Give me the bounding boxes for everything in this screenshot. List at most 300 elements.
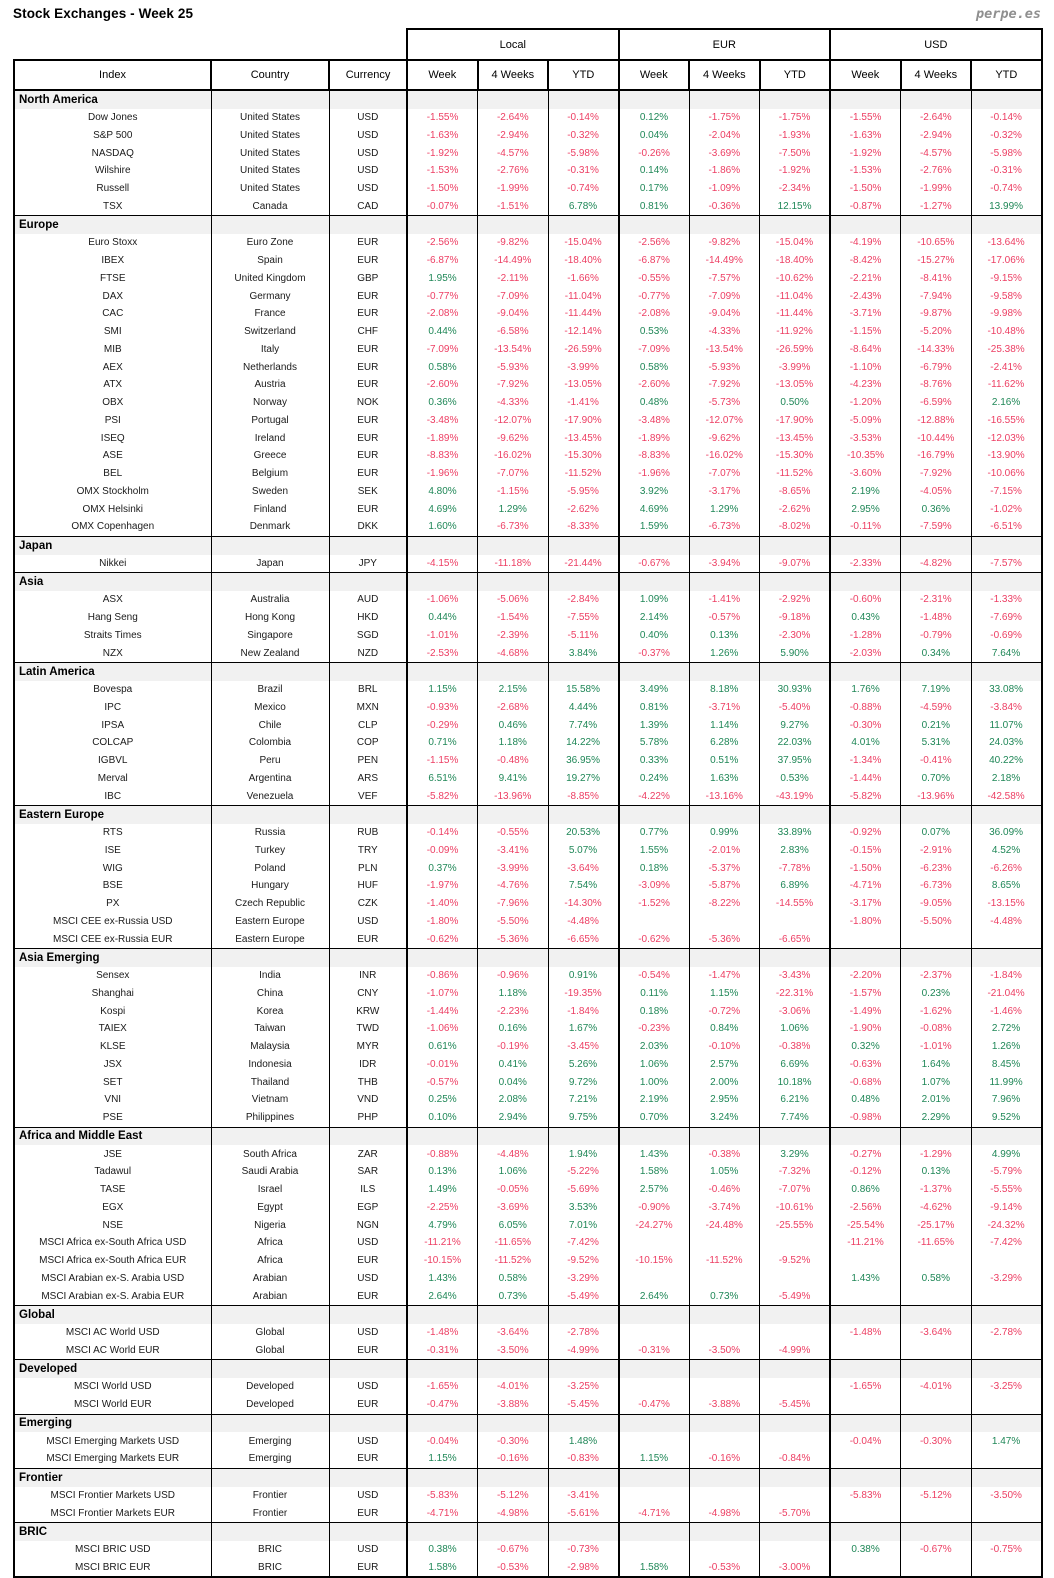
- table-row: [14, 609, 1042, 627]
- country-cell: Russia: [211, 824, 329, 842]
- value-cell: -3.53%: [830, 429, 901, 447]
- value-cell: -1.65%: [830, 1378, 901, 1396]
- value-cell: 2.95%: [689, 1091, 760, 1109]
- currency-cell: CNY: [329, 985, 407, 1003]
- section-cell: [689, 90, 760, 109]
- section-label: Asia Emerging: [14, 949, 211, 967]
- value-cell: -1.50%: [830, 180, 901, 198]
- currency-cell: SGD: [329, 627, 407, 645]
- country-cell: Eastern Europe: [211, 930, 329, 948]
- value-cell: -7.96%: [478, 895, 549, 913]
- value-cell: -9.52%: [760, 1252, 831, 1270]
- section-cell: [689, 1523, 760, 1541]
- currency-cell: CZK: [329, 895, 407, 913]
- value-cell: -8.33%: [548, 518, 619, 536]
- value-cell: -2.94%: [901, 127, 972, 145]
- currency-cell: MYR: [329, 1038, 407, 1056]
- value-cell: -4.01%: [478, 1378, 549, 1396]
- value-cell: 0.38%: [830, 1541, 901, 1559]
- currency-cell: EUR: [329, 1450, 407, 1468]
- value-cell: -4.19%: [830, 234, 901, 252]
- value-cell: 1.05%: [689, 1163, 760, 1181]
- currency-cell: NZD: [329, 644, 407, 662]
- index-cell: SMI: [14, 323, 211, 341]
- value-cell: [901, 930, 972, 948]
- index-cell: KLSE: [14, 1038, 211, 1056]
- value-cell: -3.88%: [689, 1396, 760, 1414]
- value-cell: -1.62%: [901, 1002, 972, 1020]
- index-cell: MSCI Emerging Markets EUR: [14, 1450, 211, 1468]
- value-cell: -0.04%: [830, 1432, 901, 1450]
- value-cell: 11.99%: [971, 1073, 1042, 1091]
- section-cell: [830, 1414, 901, 1432]
- value-cell: -5.69%: [548, 1181, 619, 1199]
- value-cell: -4.57%: [901, 144, 972, 162]
- value-cell: -4.15%: [407, 555, 478, 573]
- section-cell: [901, 1523, 972, 1541]
- value-cell: 0.13%: [407, 1163, 478, 1181]
- column-header: YTD: [971, 60, 1042, 90]
- value-cell: -0.31%: [548, 162, 619, 180]
- value-cell: -5.70%: [760, 1504, 831, 1522]
- value-cell: -13.54%: [478, 341, 549, 359]
- value-cell: -5.82%: [407, 787, 478, 805]
- section-cell: [407, 1127, 478, 1145]
- section-cell: [329, 90, 407, 109]
- section-cell: [211, 1360, 329, 1378]
- value-cell: 1.15%: [619, 1450, 690, 1468]
- value-cell: 1.58%: [619, 1559, 690, 1578]
- currency-cell: AUD: [329, 591, 407, 609]
- value-cell: -2.01%: [689, 842, 760, 860]
- section-cell: [478, 1414, 549, 1432]
- value-cell: -5.95%: [548, 483, 619, 501]
- value-cell: -7.09%: [478, 287, 549, 305]
- value-cell: -0.14%: [407, 824, 478, 842]
- value-cell: 2.64%: [407, 1287, 478, 1305]
- value-cell: -17.90%: [760, 412, 831, 430]
- index-cell: JSE: [14, 1145, 211, 1163]
- value-cell: 0.40%: [619, 627, 690, 645]
- value-cell: [619, 913, 690, 931]
- value-cell: -7.92%: [478, 376, 549, 394]
- value-cell: -1.90%: [830, 1020, 901, 1038]
- value-cell: 1.26%: [971, 1038, 1042, 1056]
- section-cell: [407, 1306, 478, 1324]
- value-cell: -10.15%: [619, 1252, 690, 1270]
- table-row: [14, 913, 1042, 931]
- section-cell: [329, 1127, 407, 1145]
- index-cell: IPC: [14, 699, 211, 717]
- section-cell: [901, 1360, 972, 1378]
- currency-cell: BRL: [329, 681, 407, 699]
- currency-cell: ZAR: [329, 1145, 407, 1163]
- index-cell: TSX: [14, 198, 211, 216]
- value-cell: -9.98%: [971, 305, 1042, 323]
- country-cell: Sweden: [211, 483, 329, 501]
- table-row: [14, 287, 1042, 305]
- value-cell: -7.57%: [971, 555, 1042, 573]
- index-cell: TAIEX: [14, 1020, 211, 1038]
- section-cell: [407, 1360, 478, 1378]
- value-cell: -5.79%: [971, 1163, 1042, 1181]
- section-cell: [211, 216, 329, 234]
- value-cell: -4.71%: [619, 1504, 690, 1522]
- value-cell: 2.18%: [971, 770, 1042, 788]
- value-cell: 9.41%: [478, 770, 549, 788]
- country-cell: Singapore: [211, 627, 329, 645]
- section-cell: [971, 1414, 1042, 1432]
- value-cell: -11.44%: [548, 305, 619, 323]
- value-cell: [901, 1559, 972, 1578]
- value-cell: -0.54%: [619, 967, 690, 985]
- value-cell: 7.54%: [548, 877, 619, 895]
- section-cell: [830, 806, 901, 824]
- index-cell: Wilshire: [14, 162, 211, 180]
- value-cell: -7.59%: [901, 518, 972, 536]
- value-cell: -5.98%: [548, 144, 619, 162]
- currency-cell: NOK: [329, 394, 407, 412]
- value-cell: 0.77%: [619, 824, 690, 842]
- value-cell: 8.65%: [971, 877, 1042, 895]
- section-cell: [760, 90, 831, 109]
- value-cell: -14.33%: [901, 341, 972, 359]
- value-cell: -14.49%: [478, 252, 549, 270]
- value-cell: -1.48%: [901, 609, 972, 627]
- section-cell: [329, 1468, 407, 1486]
- index-cell: NASDAQ: [14, 144, 211, 162]
- value-cell: -0.05%: [478, 1181, 549, 1199]
- index-cell: PX: [14, 895, 211, 913]
- value-cell: 3.29%: [760, 1145, 831, 1163]
- index-cell: IBC: [14, 787, 211, 805]
- value-cell: -4.48%: [478, 1145, 549, 1163]
- value-cell: -24.32%: [971, 1216, 1042, 1234]
- value-cell: -0.09%: [407, 842, 478, 860]
- currency-cell: PLN: [329, 859, 407, 877]
- value-cell: -1.99%: [901, 180, 972, 198]
- currency-cell: USD: [329, 109, 407, 127]
- value-cell: 0.73%: [478, 1287, 549, 1305]
- value-cell: 4.52%: [971, 842, 1042, 860]
- value-cell: -1.84%: [548, 1002, 619, 1020]
- currency-cell: EUR: [329, 1252, 407, 1270]
- table-row: [14, 1091, 1042, 1109]
- country-cell: Emerging: [211, 1450, 329, 1468]
- section-cell: [478, 1127, 549, 1145]
- value-cell: -8.42%: [830, 252, 901, 270]
- value-cell: -3.41%: [548, 1487, 619, 1505]
- value-cell: -12.07%: [478, 412, 549, 430]
- country-cell: Japan: [211, 555, 329, 573]
- country-cell: Austria: [211, 376, 329, 394]
- value-cell: [901, 1252, 972, 1270]
- value-cell: -10.44%: [901, 429, 972, 447]
- section-label: Europe: [14, 216, 211, 234]
- value-cell: 0.38%: [407, 1541, 478, 1559]
- currency-cell: EUR: [329, 930, 407, 948]
- value-cell: -5.37%: [689, 859, 760, 877]
- value-cell: -1.49%: [830, 1002, 901, 1020]
- value-cell: -1.86%: [689, 162, 760, 180]
- section-cell: [478, 949, 549, 967]
- value-cell: -1.15%: [407, 752, 478, 770]
- section-cell: [830, 573, 901, 591]
- country-cell: Global: [211, 1324, 329, 1342]
- value-cell: -11.21%: [407, 1234, 478, 1252]
- value-cell: 36.95%: [548, 752, 619, 770]
- value-cell: -14.55%: [760, 895, 831, 913]
- value-cell: -21.44%: [548, 555, 619, 573]
- value-cell: 1.39%: [619, 716, 690, 734]
- section-label: Asia: [14, 573, 211, 591]
- value-cell: -13.45%: [548, 429, 619, 447]
- country-cell: Korea: [211, 1002, 329, 1020]
- value-cell: -16.02%: [478, 447, 549, 465]
- value-cell: 0.44%: [407, 609, 478, 627]
- value-cell: 6.05%: [478, 1216, 549, 1234]
- value-cell: 1.07%: [901, 1073, 972, 1091]
- currency-cell: USD: [329, 1378, 407, 1396]
- column-header: YTD: [760, 60, 831, 90]
- section-cell: [760, 1306, 831, 1324]
- value-cell: -0.88%: [407, 1145, 478, 1163]
- value-cell: 22.03%: [760, 734, 831, 752]
- index-cell: Russell: [14, 180, 211, 198]
- value-cell: -2.56%: [619, 234, 690, 252]
- value-cell: -3.99%: [548, 358, 619, 376]
- table-row: [14, 1216, 1042, 1234]
- index-cell: OMX Copenhagen: [14, 518, 211, 536]
- index-cell: JSX: [14, 1056, 211, 1074]
- value-cell: -9.52%: [548, 1252, 619, 1270]
- value-cell: -1.55%: [830, 109, 901, 127]
- value-cell: -7.55%: [548, 609, 619, 627]
- table-row: [14, 127, 1042, 145]
- value-cell: 19.27%: [548, 770, 619, 788]
- value-cell: -10.35%: [830, 447, 901, 465]
- value-cell: -6.65%: [548, 930, 619, 948]
- value-cell: 24.03%: [971, 734, 1042, 752]
- value-cell: -3.06%: [760, 1002, 831, 1020]
- index-cell: PSE: [14, 1109, 211, 1127]
- value-cell: 0.48%: [830, 1091, 901, 1109]
- index-cell: BEL: [14, 465, 211, 483]
- value-cell: -3.25%: [548, 1378, 619, 1396]
- section-row: [14, 1468, 1042, 1486]
- value-cell: -11.65%: [901, 1234, 972, 1252]
- value-cell: 4.01%: [830, 734, 901, 752]
- value-cell: -1.52%: [619, 895, 690, 913]
- value-cell: [760, 1234, 831, 1252]
- value-cell: -8.76%: [901, 376, 972, 394]
- index-cell: MSCI AC World EUR: [14, 1342, 211, 1360]
- currency-cell: THB: [329, 1073, 407, 1091]
- value-cell: [689, 1378, 760, 1396]
- value-cell: 5.78%: [619, 734, 690, 752]
- value-cell: 40.22%: [971, 752, 1042, 770]
- section-cell: [329, 1523, 407, 1541]
- value-cell: 2.15%: [478, 681, 549, 699]
- value-cell: -3.17%: [830, 895, 901, 913]
- table-row: [14, 1342, 1042, 1360]
- table-row: [14, 787, 1042, 805]
- value-cell: 2.19%: [830, 483, 901, 501]
- value-cell: -13.15%: [971, 895, 1042, 913]
- country-cell: United States: [211, 162, 329, 180]
- value-cell: 37.95%: [760, 752, 831, 770]
- value-cell: -1.29%: [901, 1145, 972, 1163]
- table-row: [14, 591, 1042, 609]
- currency-cell: IDR: [329, 1056, 407, 1074]
- value-cell: 7.19%: [901, 681, 972, 699]
- value-cell: -3.64%: [478, 1324, 549, 1342]
- value-cell: -3.45%: [548, 1038, 619, 1056]
- currency-cell: EUR: [329, 252, 407, 270]
- value-cell: -4.33%: [478, 394, 549, 412]
- value-cell: -2.62%: [548, 500, 619, 518]
- country-cell: Colombia: [211, 734, 329, 752]
- value-cell: 0.86%: [830, 1181, 901, 1199]
- section-row: [14, 573, 1042, 591]
- section-row: [14, 663, 1042, 681]
- value-cell: 0.07%: [901, 824, 972, 842]
- section-cell: [548, 573, 619, 591]
- index-cell: IPSA: [14, 716, 211, 734]
- country-cell: Arabian: [211, 1270, 329, 1288]
- value-cell: -9.05%: [901, 895, 972, 913]
- value-cell: -13.45%: [760, 429, 831, 447]
- value-cell: -10.65%: [901, 234, 972, 252]
- value-cell: 0.32%: [830, 1038, 901, 1056]
- value-cell: -5.45%: [548, 1396, 619, 1414]
- section-cell: [760, 1523, 831, 1541]
- value-cell: -1.34%: [830, 752, 901, 770]
- value-cell: -4.22%: [619, 787, 690, 805]
- value-cell: [760, 1270, 831, 1288]
- value-cell: -7.92%: [901, 465, 972, 483]
- value-cell: -1.50%: [830, 859, 901, 877]
- value-cell: -25.55%: [760, 1216, 831, 1234]
- currency-cell: VND: [329, 1091, 407, 1109]
- section-cell: [211, 806, 329, 824]
- value-cell: 2.95%: [830, 500, 901, 518]
- value-cell: -2.53%: [407, 644, 478, 662]
- group-header-eur: EUR: [619, 29, 831, 60]
- index-cell: Euro Stoxx: [14, 234, 211, 252]
- value-cell: 0.84%: [689, 1020, 760, 1038]
- value-cell: -5.82%: [830, 787, 901, 805]
- value-cell: -0.15%: [830, 842, 901, 860]
- value-cell: 1.29%: [478, 500, 549, 518]
- value-cell: -3.09%: [619, 877, 690, 895]
- table-row: [14, 644, 1042, 662]
- value-cell: -9.58%: [971, 287, 1042, 305]
- value-cell: -15.30%: [760, 447, 831, 465]
- value-cell: 0.11%: [619, 985, 690, 1003]
- section-cell: [407, 949, 478, 967]
- currency-cell: TWD: [329, 1020, 407, 1038]
- country-cell: Vietnam: [211, 1091, 329, 1109]
- section-cell: [548, 1523, 619, 1541]
- section-cell: [619, 1127, 690, 1145]
- value-cell: -5.93%: [478, 358, 549, 376]
- currency-cell: USD: [329, 1270, 407, 1288]
- value-cell: -4.68%: [478, 644, 549, 662]
- value-cell: -0.74%: [548, 180, 619, 198]
- value-cell: -5.40%: [760, 699, 831, 717]
- section-cell: [760, 216, 831, 234]
- currency-cell: EUR: [329, 1396, 407, 1414]
- value-cell: -10.06%: [971, 465, 1042, 483]
- section-cell: [211, 1523, 329, 1541]
- value-cell: 6.51%: [407, 770, 478, 788]
- value-cell: 2.08%: [478, 1091, 549, 1109]
- value-cell: -6.59%: [901, 394, 972, 412]
- currency-cell: EUR: [329, 305, 407, 323]
- country-cell: Poland: [211, 859, 329, 877]
- table-row: [14, 1270, 1042, 1288]
- value-cell: -7.50%: [760, 144, 831, 162]
- value-cell: -13.16%: [689, 787, 760, 805]
- value-cell: [830, 1396, 901, 1414]
- value-cell: -8.64%: [830, 341, 901, 359]
- value-cell: 8.18%: [689, 681, 760, 699]
- value-cell: 0.50%: [760, 394, 831, 412]
- section-cell: [971, 949, 1042, 967]
- value-cell: -11.92%: [760, 323, 831, 341]
- column-header: Index: [14, 60, 211, 90]
- country-cell: Argentina: [211, 770, 329, 788]
- table-row: [14, 842, 1042, 860]
- value-cell: -4.48%: [548, 913, 619, 931]
- value-cell: -16.02%: [689, 447, 760, 465]
- index-cell: SET: [14, 1073, 211, 1091]
- section-label: Eastern Europe: [14, 806, 211, 824]
- currency-cell: DKK: [329, 518, 407, 536]
- header-spacer: [14, 29, 407, 60]
- value-cell: -8.02%: [760, 518, 831, 536]
- table-row: [14, 305, 1042, 323]
- value-cell: 4.99%: [971, 1145, 1042, 1163]
- value-cell: -16.79%: [901, 447, 972, 465]
- value-cell: 2.14%: [619, 609, 690, 627]
- value-cell: -5.50%: [901, 913, 972, 931]
- country-cell: Peru: [211, 752, 329, 770]
- value-cell: -3.69%: [478, 1199, 549, 1217]
- table-row: [14, 1234, 1042, 1252]
- value-cell: 0.16%: [478, 1020, 549, 1038]
- value-cell: -0.47%: [619, 1396, 690, 1414]
- country-cell: Global: [211, 1342, 329, 1360]
- value-cell: -13.05%: [548, 376, 619, 394]
- value-cell: -1.40%: [407, 895, 478, 913]
- section-cell: [211, 1414, 329, 1432]
- value-cell: -4.99%: [548, 1342, 619, 1360]
- country-cell: Portugal: [211, 412, 329, 430]
- value-cell: -9.14%: [971, 1199, 1042, 1217]
- value-cell: -1.63%: [407, 127, 478, 145]
- value-cell: -2.78%: [548, 1324, 619, 1342]
- value-cell: 1.60%: [407, 518, 478, 536]
- currency-cell: CLP: [329, 716, 407, 734]
- value-cell: -9.87%: [901, 305, 972, 323]
- country-cell: China: [211, 985, 329, 1003]
- value-cell: -0.14%: [971, 109, 1042, 127]
- value-cell: 7.74%: [760, 1109, 831, 1127]
- value-cell: 9.52%: [971, 1109, 1042, 1127]
- value-cell: -25.17%: [901, 1216, 972, 1234]
